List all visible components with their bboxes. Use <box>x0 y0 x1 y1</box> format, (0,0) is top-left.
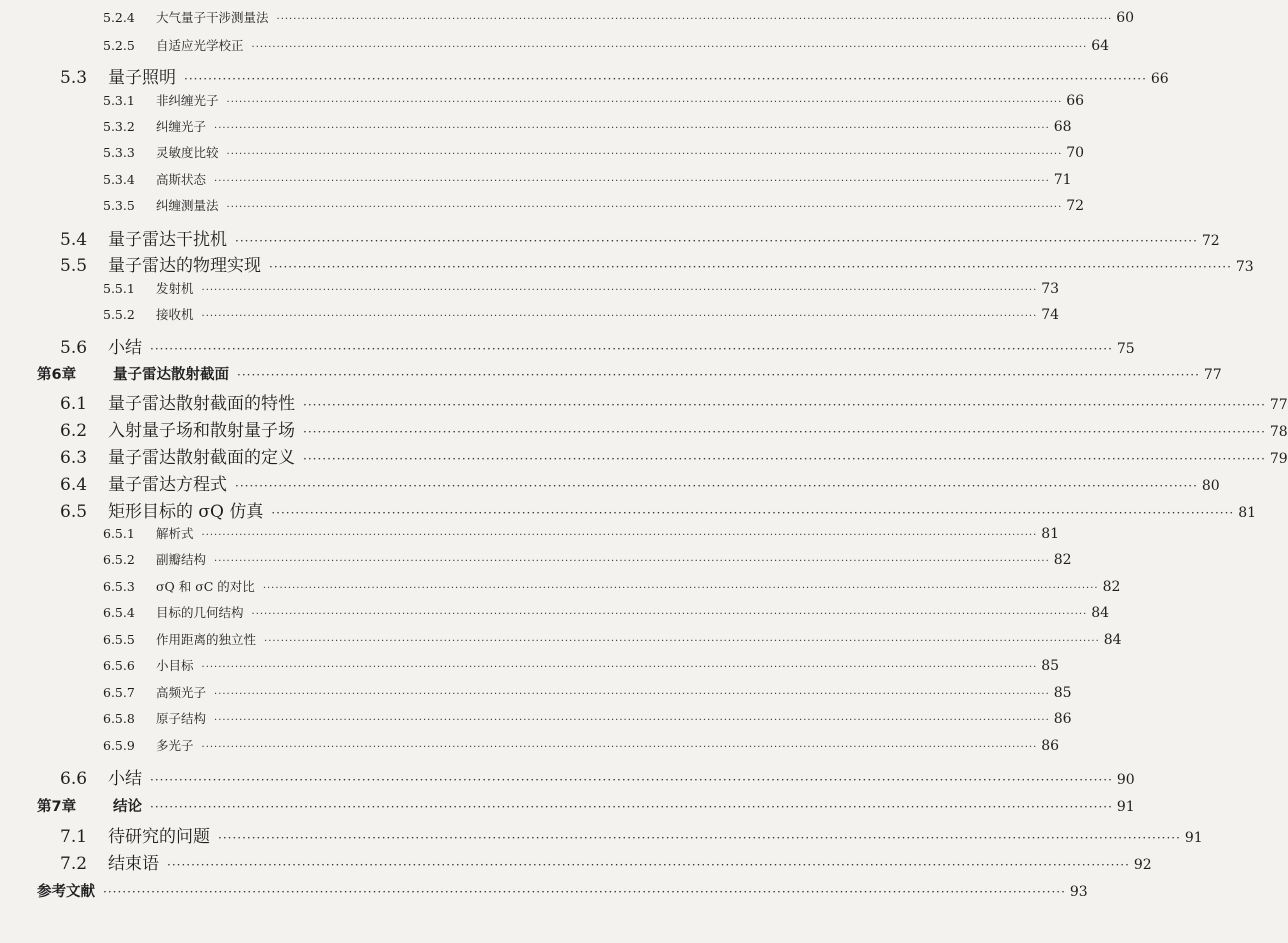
toc-entry-title: 非纠缠光子 <box>156 93 219 108</box>
dot-leader: ········································································································································································································ <box>262 583 1099 594</box>
dot-leader: ········································································································································································································ <box>184 72 1147 86</box>
dot-leader: ········································································································································································································ <box>201 285 1038 296</box>
toc-entry-title: 高斯状态 <box>156 172 207 187</box>
toc-entry-page: 72 <box>1066 198 1085 214</box>
toc-entry-number: 6.5.7 <box>103 685 135 700</box>
toc-entry-page: 73 <box>1235 259 1254 275</box>
toc-entry-page: 92 <box>1133 857 1152 873</box>
dot-leader: ········································································································································································································ <box>201 311 1038 322</box>
toc-entry-number: 6.5.1 <box>103 526 135 541</box>
toc-entry-page: 66 <box>1066 93 1085 109</box>
toc-entry-title: 目标的几何结构 <box>156 605 244 620</box>
dot-leader: ········································································································································································································ <box>201 742 1038 753</box>
toc-entry-title: 量子雷达散射截面 <box>113 367 229 383</box>
toc-entry[interactable] <box>37 880 1088 901</box>
toc-entry[interactable] <box>103 656 1060 674</box>
toc-entry-number: 6.6 <box>60 769 88 789</box>
dot-leader: ········································································································································································································ <box>264 636 1100 647</box>
toc-entry-number: 7.2 <box>60 854 88 874</box>
toc-entry[interactable] <box>60 333 1135 358</box>
toc-entry-title: 发射机 <box>156 281 194 296</box>
toc-entry-title: 自适应光学校正 <box>156 38 244 53</box>
dot-leader: ········································································································································································································ <box>226 97 1063 108</box>
toc-entry-page: 86 <box>1041 738 1060 754</box>
toc-entry-page: 80 <box>1201 478 1220 494</box>
toc-entry-title: 结束语 <box>108 854 159 874</box>
toc-entry[interactable] <box>103 170 1072 188</box>
toc-entry-number: 6.4 <box>60 475 88 495</box>
toc-entry-title: 入射量子场和散射量子场 <box>108 421 295 441</box>
toc-entry-number: 5.3.1 <box>103 93 135 108</box>
toc-entry-number: 7.1 <box>60 827 88 847</box>
toc-entry-number: 6.5 <box>60 502 88 522</box>
dot-leader: ········································································································································································································ <box>214 689 1050 700</box>
dot-leader: ········································································································································································································ <box>150 773 1113 787</box>
dot-leader: ········································································································································································································ <box>303 452 1266 466</box>
toc-entry[interactable] <box>103 196 1085 214</box>
toc-entry-page: 71 <box>1053 172 1072 188</box>
dot-leader: ········································································································································································································ <box>226 202 1063 213</box>
toc-entry-title: 量子照明 <box>108 68 176 88</box>
dot-leader: ········································································································································································································ <box>251 42 1088 53</box>
toc-entry[interactable] <box>103 36 1110 54</box>
toc-entry-title: 量子雷达的物理实现 <box>108 256 261 276</box>
toc-entry[interactable] <box>103 143 1085 161</box>
toc-entry-number: 6.5.8 <box>103 711 135 726</box>
toc-entry-title: 量子雷达干扰机 <box>108 230 227 250</box>
toc-entry-page: 86 <box>1053 711 1072 727</box>
toc-entry-title: 接收机 <box>156 307 194 322</box>
toc-entry[interactable] <box>103 603 1110 621</box>
toc-entry[interactable] <box>103 8 1135 26</box>
toc-entry-title: 原子结构 <box>156 711 207 726</box>
toc-entry-page: 91 <box>1184 830 1203 846</box>
toc-entry-page: 85 <box>1041 658 1060 674</box>
toc-entry-title: 参考文献 <box>37 884 95 900</box>
toc-entry-page: 91 <box>1116 799 1135 815</box>
toc-entry[interactable] <box>103 709 1072 727</box>
dot-leader: ········································································································································································································ <box>237 368 1200 382</box>
toc-entry[interactable] <box>103 736 1060 754</box>
toc-entry-title: 量子雷达散射截面的定义 <box>108 448 295 468</box>
toc-entry-page: 77 <box>1203 367 1222 383</box>
toc-entry[interactable] <box>60 443 1288 468</box>
toc-entry-title: 多光子 <box>156 738 194 753</box>
toc-entry-number: 5.3.4 <box>103 172 135 187</box>
toc-entry[interactable] <box>60 389 1288 414</box>
toc-entry-number: 第7章 <box>37 799 77 815</box>
toc-entry[interactable] <box>60 849 1152 874</box>
toc-entry[interactable] <box>60 470 1220 495</box>
dot-leader: ········································································································································································································ <box>303 425 1266 439</box>
toc-entry[interactable] <box>103 279 1060 297</box>
toc-entry-page: 77 <box>1269 397 1288 413</box>
toc-entry-page: 81 <box>1238 505 1257 521</box>
toc-entry-number: 5.6 <box>60 338 88 358</box>
toc-entry[interactable] <box>103 305 1060 323</box>
toc-entry-page: 84 <box>1103 632 1122 648</box>
toc-entry-number: 6.5.2 <box>103 552 135 567</box>
dot-leader: ········································································································································································································ <box>235 479 1198 493</box>
toc-entry-number: 5.4 <box>60 230 88 250</box>
toc-entry-number: 6.5.3 <box>103 579 135 594</box>
toc-entry-title: 纠缠测量法 <box>156 198 219 213</box>
toc-entry-number: 6.5.5 <box>103 632 135 647</box>
toc-entry-page: 82 <box>1053 552 1072 568</box>
toc-entry-title: 结论 <box>113 799 142 815</box>
toc-entry-title: 量子雷达散射截面的特性 <box>108 394 295 414</box>
toc-entry-number: 6.5.4 <box>103 605 135 620</box>
toc-entry-number: 5.3.3 <box>103 145 135 160</box>
dot-leader: ········································································································································································································ <box>150 342 1113 356</box>
dot-leader: ········································································································································································································ <box>214 123 1050 134</box>
toc-entry[interactable] <box>103 524 1060 542</box>
toc-entry-page: 90 <box>1116 772 1135 788</box>
toc-entry-page: 85 <box>1053 685 1072 701</box>
dot-leader: ········································································································································································································ <box>201 530 1038 541</box>
toc-entry-number: 5.3 <box>60 68 88 88</box>
toc-entry-number: 5.2.5 <box>103 38 135 53</box>
toc-entry-page: 60 <box>1116 10 1135 26</box>
toc-entry-title: 小结 <box>108 769 142 789</box>
toc-entry-title: 高频光子 <box>156 685 207 700</box>
dot-leader: ········································································································································································································ <box>276 14 1113 25</box>
toc-entry-title: 小目标 <box>156 658 194 673</box>
toc-entry[interactable] <box>103 577 1121 595</box>
toc-entry-title: 解析式 <box>156 526 194 541</box>
toc-entry-title: 纠缠光子 <box>156 119 207 134</box>
toc-entry-page: 93 <box>1069 884 1088 900</box>
toc-entry-title: 灵敏度比较 <box>156 145 219 160</box>
toc-entry-number: 5.2.4 <box>103 10 135 25</box>
toc-entry-title: 小结 <box>108 338 142 358</box>
dot-leader: ········································································································································································································ <box>201 662 1038 673</box>
toc-entry[interactable] <box>60 497 1257 522</box>
toc-entry[interactable] <box>103 91 1085 109</box>
toc-entry-number: 6.1 <box>60 394 88 414</box>
toc-entry-number: 5.5.2 <box>103 307 135 322</box>
toc-entry-page: 68 <box>1053 119 1072 135</box>
toc-entry-page: 75 <box>1116 341 1135 357</box>
toc-entry-page: 78 <box>1269 424 1288 440</box>
toc-entry-page: 66 <box>1150 71 1169 87</box>
toc-entry-number: 6.5.9 <box>103 738 135 753</box>
dot-leader: ········································································································································································································ <box>150 800 1113 814</box>
toc-entry-page: 79 <box>1269 451 1288 467</box>
dot-leader: ········································································································································································································ <box>167 858 1130 872</box>
toc-entry-number: 第6章 <box>37 367 77 383</box>
toc-entry[interactable] <box>103 117 1072 135</box>
toc-entry-page: 84 <box>1091 605 1110 621</box>
toc-entry-number: 5.3.5 <box>103 198 135 213</box>
toc-entry-number: 6.5.6 <box>103 658 135 673</box>
toc-entry[interactable] <box>37 795 1135 816</box>
dot-leader: ········································································································································································································ <box>251 609 1088 620</box>
toc-entry[interactable] <box>103 630 1122 648</box>
toc-entry-title: 大气量子干涉测量法 <box>156 10 269 25</box>
dot-leader: ········································································································································································································ <box>271 506 1235 520</box>
dot-leader: ········································································································································································································ <box>103 885 1066 899</box>
toc-entry[interactable] <box>60 416 1288 441</box>
toc-entry-number: 6.2 <box>60 421 88 441</box>
toc-entry-title: 矩形目标的 σQ 仿真 <box>108 502 264 522</box>
toc-entry-number: 6.3 <box>60 448 88 468</box>
toc-entry[interactable] <box>60 822 1203 847</box>
toc-entry[interactable] <box>37 363 1222 384</box>
dot-leader: ········································································································································································································ <box>269 260 1232 274</box>
toc-entry-title: 待研究的问题 <box>108 827 210 847</box>
toc-entry[interactable] <box>60 225 1220 250</box>
toc-entry[interactable] <box>60 63 1169 88</box>
dot-leader: ········································································································································································································ <box>218 831 1181 845</box>
toc-entry-title: σQ 和 σC 的对比 <box>156 579 255 594</box>
toc-entry-page: 82 <box>1102 579 1121 595</box>
toc-entry[interactable] <box>103 683 1072 701</box>
dot-leader: ········································································································································································································ <box>214 556 1050 567</box>
dot-leader: ········································································································································································································ <box>303 398 1266 412</box>
toc-entry-number: 5.3.2 <box>103 119 135 134</box>
toc-entry-number: 5.5 <box>60 256 88 276</box>
toc-entry-title: 作用距离的独立性 <box>156 632 257 647</box>
toc-entry-title: 量子雷达方程式 <box>108 475 227 495</box>
toc-entry[interactable] <box>103 550 1072 568</box>
dot-leader: ········································································································································································································ <box>226 149 1063 160</box>
toc-entry[interactable] <box>60 251 1254 276</box>
toc-entry-page: 64 <box>1091 38 1110 54</box>
dot-leader: ········································································································································································································ <box>235 234 1198 248</box>
toc-entry-page: 73 <box>1041 281 1060 297</box>
dot-leader: ········································································································································································································ <box>214 715 1050 726</box>
toc-entry-page: 81 <box>1041 526 1060 542</box>
toc-entry-page: 72 <box>1201 233 1220 249</box>
toc-entry-page: 74 <box>1041 307 1060 323</box>
toc-entry-number: 5.5.1 <box>103 281 135 296</box>
toc-entry-title: 副瓣结构 <box>156 552 207 567</box>
toc-entry[interactable] <box>60 764 1135 789</box>
dot-leader: ········································································································································································································ <box>214 176 1050 187</box>
toc-entry-page: 70 <box>1066 145 1085 161</box>
